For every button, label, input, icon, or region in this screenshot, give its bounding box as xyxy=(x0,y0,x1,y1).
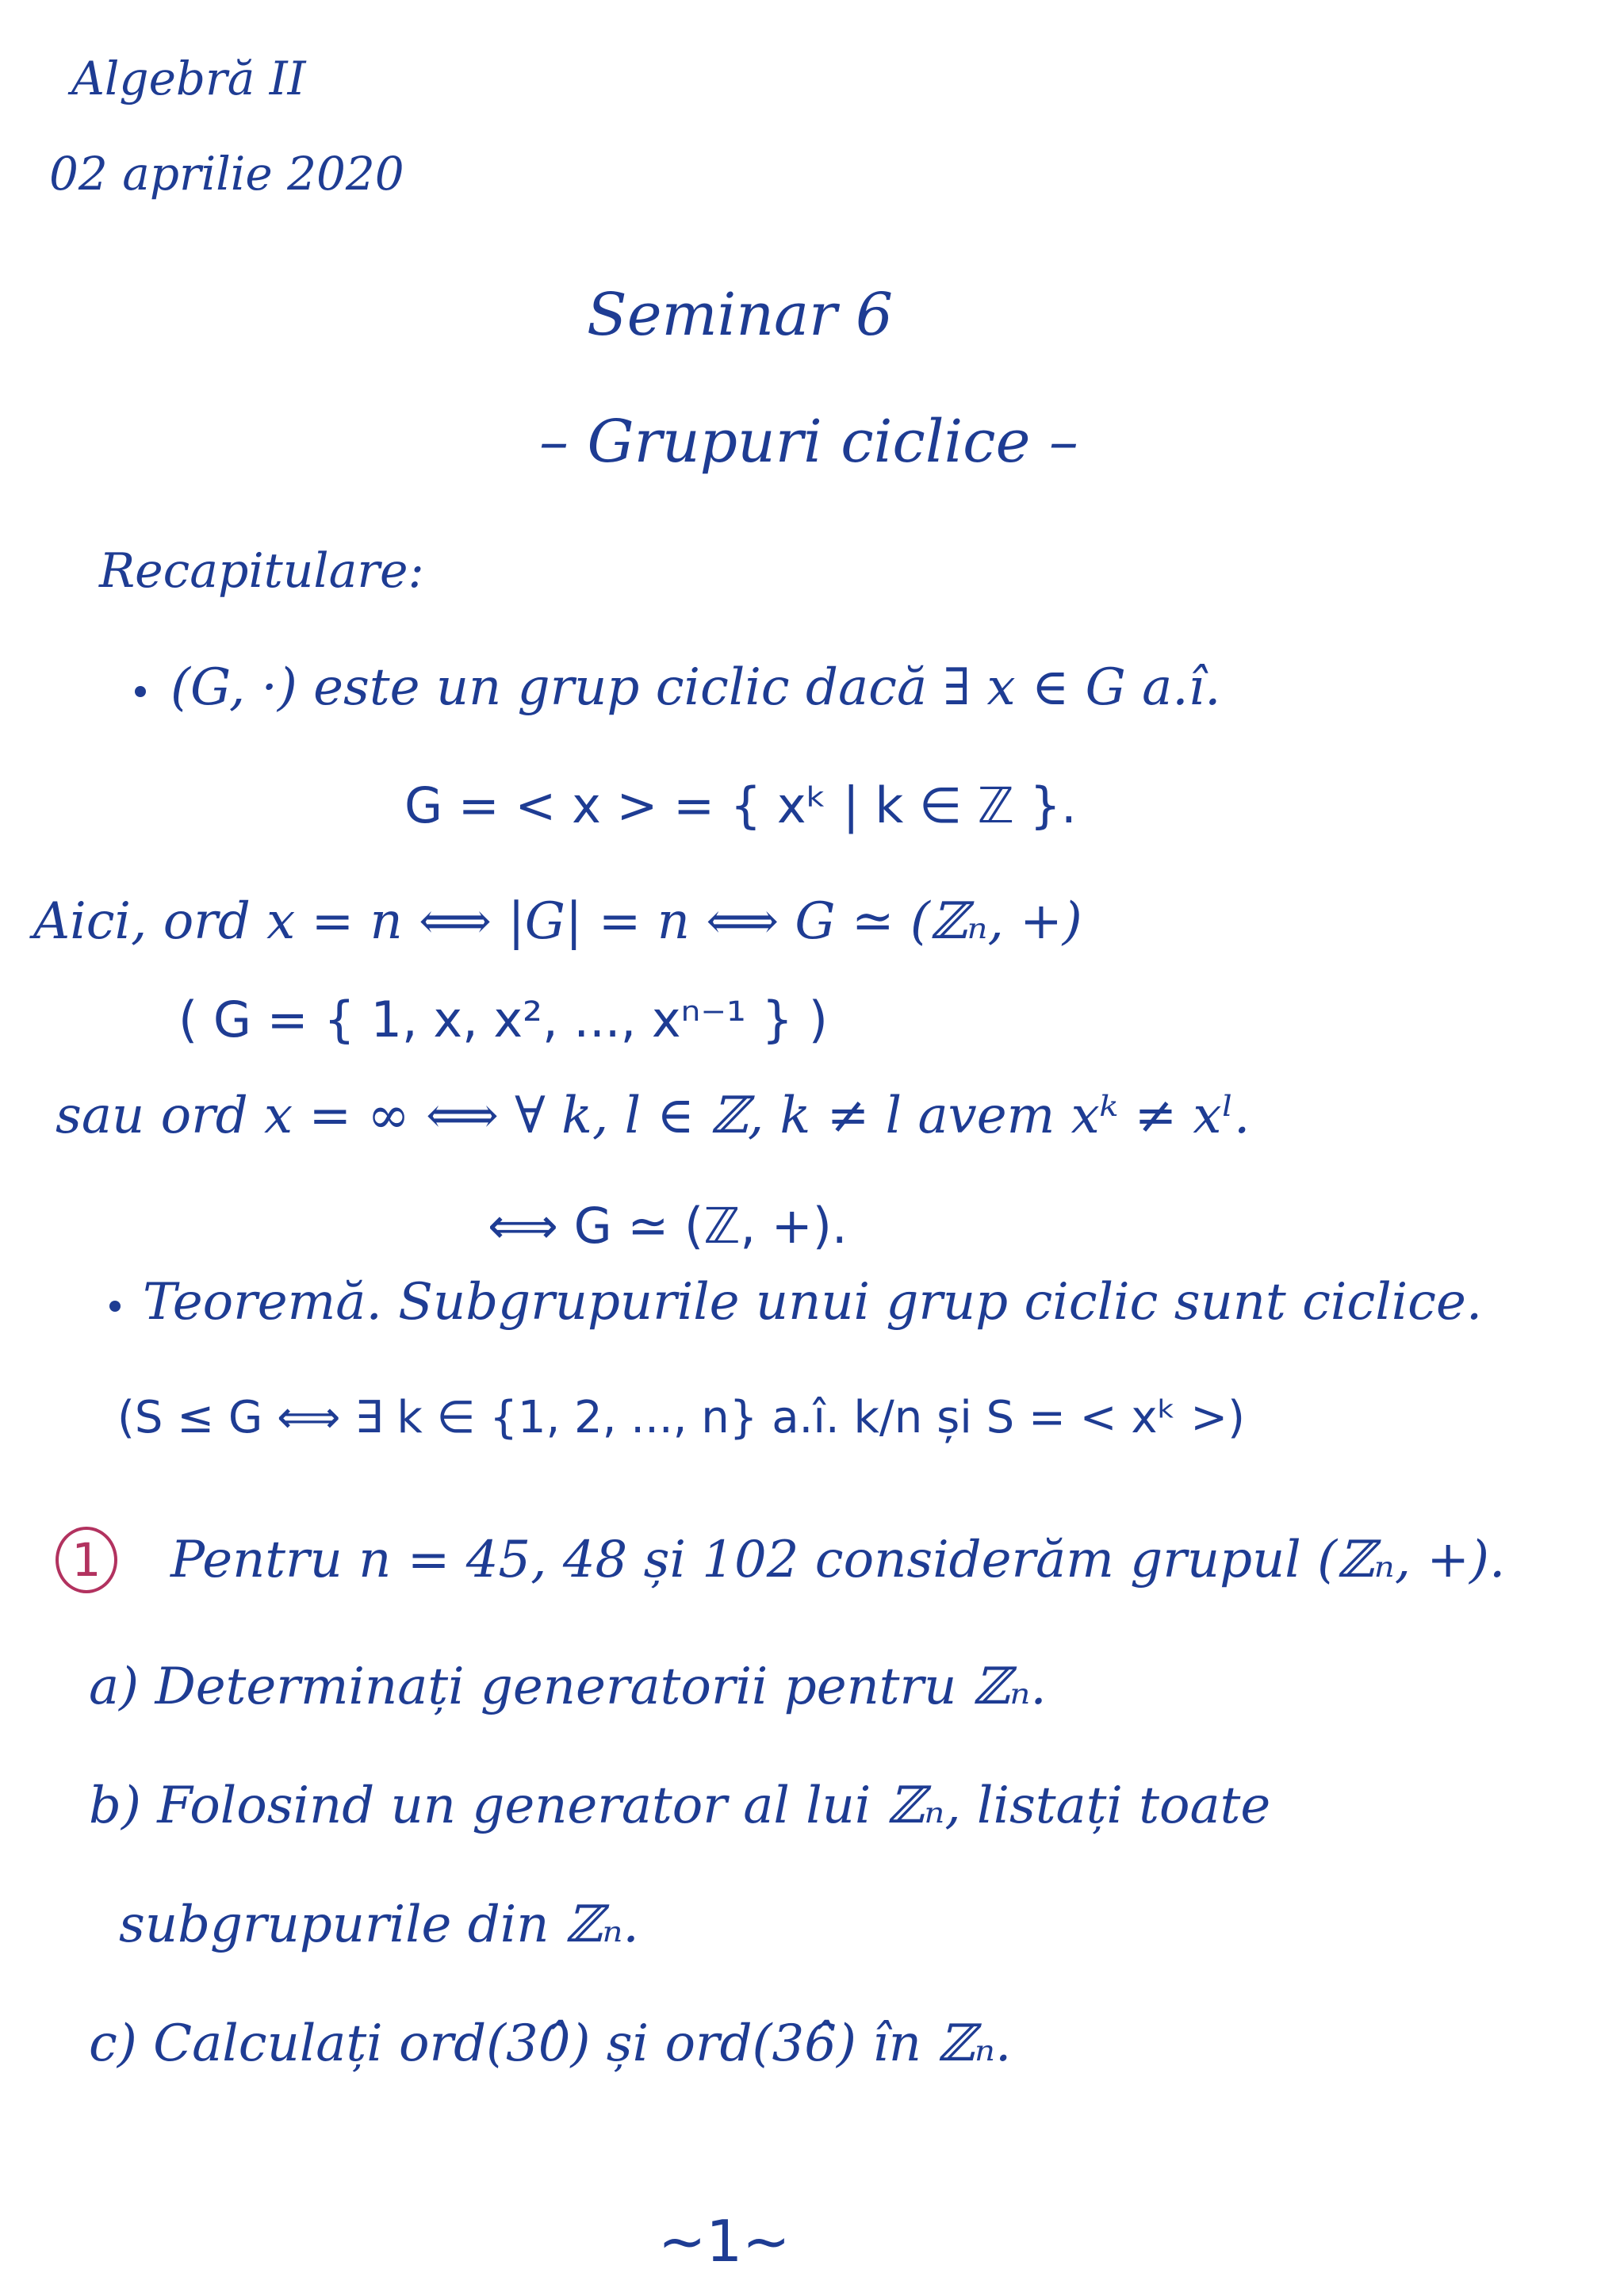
recap-heading: Recapitulare: xyxy=(99,543,424,599)
exercise-part-c: c) Calculați ord(30̂) și ord(36̂) în ℤₙ. xyxy=(89,2014,1012,2073)
cyclic-generated-set: G = < x > = { xᵏ | k ∈ ℤ }. xyxy=(404,776,1077,834)
exercise-number-badge xyxy=(56,1527,117,1593)
order-finite-statement: Aici, ord x = n ⟺ |G| = n ⟺ G ≃ (ℤₙ, +) xyxy=(33,892,1082,951)
exercise-number: 1 xyxy=(71,1533,102,1587)
exercise-part-b-line2: subgrupurile din ℤₙ. xyxy=(119,1895,639,1954)
theorem-statement: Teoremă. Subgrupurile unui grup ciclic sunt ciclice. xyxy=(143,1273,1483,1332)
order-infinite-iso: ⟺ G ≃ (ℤ, +). xyxy=(488,1197,848,1255)
course-name: Algebră II xyxy=(71,52,306,105)
seminar-title: Seminar 6 xyxy=(587,281,894,349)
bullet-icon xyxy=(135,686,146,697)
order-infinite-statement: sau ord x = ∞ ⟺ ∀ k, l ∈ ℤ, k ≠ l avem xᵏ ≠ xˡ. xyxy=(56,1087,1251,1145)
date: 02 aprilie 2020 xyxy=(49,147,404,201)
bullet-icon xyxy=(109,1301,121,1312)
page-number: ~1~ xyxy=(658,2208,791,2275)
exercise-statement: Pentru n = 45, 48 și 102 considerăm grupul (ℤₙ, +). xyxy=(170,1531,1506,1589)
theorem-detail: (S ≤ G ⟺ ∃ k ∈ {1, 2, ..., n} a.î. k/n și S = < xᵏ >) xyxy=(117,1392,1245,1443)
exercise-part-b-line1: b) Folosind un generator al lui ℤₙ, listați toate xyxy=(89,1776,1271,1835)
exercise-part-a: a) Determinați generatorii pentru ℤₙ. xyxy=(89,1658,1047,1716)
cyclic-definition: (G, ·) este un grup ciclic dacă ∃ x ∈ G a.î. xyxy=(170,658,1221,717)
seminar-topic: – Grupuri ciclice – xyxy=(539,408,1078,476)
order-finite-set: ( G = { 1, x, x², ..., xⁿ⁻¹ } ) xyxy=(178,991,828,1048)
